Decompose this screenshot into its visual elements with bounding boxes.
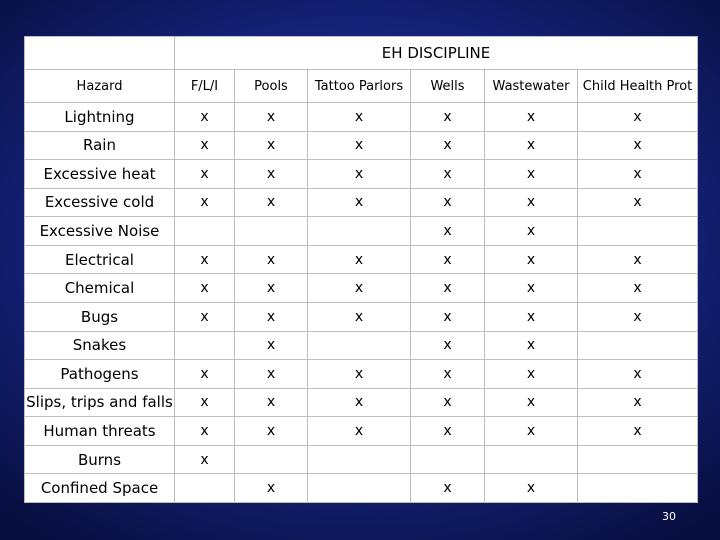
table-cell: x	[308, 160, 411, 189]
table-cell: x	[578, 245, 698, 274]
table-row	[25, 302, 698, 331]
hazard-name: Lightning	[25, 103, 175, 132]
table-cell: x	[485, 360, 578, 389]
table-cell	[235, 445, 308, 474]
table-cell: x	[485, 160, 578, 189]
table-cell: x	[485, 331, 578, 360]
table-cell	[411, 445, 485, 474]
hazard-name: Burns	[25, 445, 175, 474]
table-row	[25, 417, 698, 446]
hazard-name: Snakes	[25, 331, 175, 360]
table-cell: x	[175, 417, 235, 446]
table-cell: x	[235, 274, 308, 303]
table-cell: x	[308, 188, 411, 217]
table-cell: x	[578, 131, 698, 160]
hazard-name: Slips, trips and falls	[25, 388, 175, 417]
table-cell	[308, 445, 411, 474]
table-cell: x	[235, 331, 308, 360]
table-cell: x	[578, 274, 698, 303]
table-cell	[235, 217, 308, 246]
table-cell: x	[578, 417, 698, 446]
table-cell: x	[411, 245, 485, 274]
column-header-fli: F/L/I	[175, 70, 235, 103]
table-cell	[578, 474, 698, 503]
hazard-name: Confined Space	[25, 474, 175, 503]
table-row	[25, 217, 698, 246]
column-header-tattoo-parlors: Tattoo Parlors	[308, 70, 411, 103]
table-cell: x	[235, 160, 308, 189]
table-row	[25, 331, 698, 360]
table-cell: x	[175, 103, 235, 132]
table-cell	[308, 474, 411, 503]
table-row	[25, 131, 698, 160]
table-cell: x	[485, 417, 578, 446]
table-cell: x	[411, 103, 485, 132]
table-cell: x	[411, 188, 485, 217]
table-cell: x	[235, 188, 308, 217]
table-cell: x	[411, 331, 485, 360]
hazard-name: Excessive heat	[25, 160, 175, 189]
header-row	[25, 70, 698, 103]
eh-discipline-table	[24, 36, 698, 503]
table-cell: x	[411, 388, 485, 417]
table-cell: x	[175, 160, 235, 189]
table-cell: x	[485, 274, 578, 303]
hazard-name: Bugs	[25, 302, 175, 331]
table-cell: x	[485, 103, 578, 132]
table-row	[25, 160, 698, 189]
table-cell: x	[235, 388, 308, 417]
table-cell: x	[308, 360, 411, 389]
hazard-name: Human threats	[25, 417, 175, 446]
table-cell: x	[175, 274, 235, 303]
column-header-wells: Wells	[411, 70, 485, 103]
table-row	[25, 103, 698, 132]
table-cell: x	[235, 360, 308, 389]
table-cell: x	[235, 245, 308, 274]
column-header-pools: Pools	[235, 70, 308, 103]
hazard-name: Excessive cold	[25, 188, 175, 217]
table-row	[25, 474, 698, 503]
hazard-name: Chemical	[25, 274, 175, 303]
title-corner-cell	[25, 37, 175, 70]
table-cell: x	[578, 103, 698, 132]
table-cell: x	[175, 131, 235, 160]
table-cell: x	[308, 274, 411, 303]
table-cell: x	[175, 445, 235, 474]
table-cell: x	[411, 417, 485, 446]
table-cell: x	[485, 188, 578, 217]
table-row	[25, 388, 698, 417]
table-cell: x	[235, 103, 308, 132]
table-cell	[578, 217, 698, 246]
table-row	[25, 445, 698, 474]
table-cell: x	[175, 302, 235, 331]
column-header-hazard: Hazard	[25, 70, 175, 103]
table-cell: x	[485, 217, 578, 246]
page-number: 30	[662, 510, 676, 523]
hazard-name: Excessive Noise	[25, 217, 175, 246]
table-cell: x	[485, 474, 578, 503]
hazard-name: Pathogens	[25, 360, 175, 389]
table-cell: x	[308, 103, 411, 132]
table-cell: x	[308, 245, 411, 274]
table-cell	[175, 474, 235, 503]
table-cell: x	[578, 188, 698, 217]
table-cell: x	[308, 388, 411, 417]
table-cell: x	[308, 302, 411, 331]
table-cell	[175, 331, 235, 360]
table-cell: x	[578, 302, 698, 331]
hazard-name: Rain	[25, 131, 175, 160]
table-row	[25, 274, 698, 303]
table-cell: x	[411, 131, 485, 160]
table-cell: x	[175, 245, 235, 274]
table-cell: x	[175, 360, 235, 389]
table-cell: x	[411, 474, 485, 503]
table-cell: x	[485, 302, 578, 331]
table-cell: x	[578, 388, 698, 417]
table-cell: x	[175, 388, 235, 417]
title-row	[25, 37, 698, 70]
table-cell	[175, 217, 235, 246]
table-cell: x	[485, 131, 578, 160]
table-cell	[485, 445, 578, 474]
table-row	[25, 188, 698, 217]
table-cell: x	[235, 417, 308, 446]
table-cell	[308, 217, 411, 246]
table-cell	[578, 445, 698, 474]
table-row	[25, 245, 698, 274]
table-cell: x	[578, 160, 698, 189]
table-cell: x	[235, 302, 308, 331]
table-cell	[308, 331, 411, 360]
table-cell	[578, 331, 698, 360]
column-header-wastewater: Wastewater	[485, 70, 578, 103]
table-cell: x	[485, 388, 578, 417]
table-title: EH DISCIPLINE	[175, 37, 698, 70]
table-row	[25, 360, 698, 389]
table-cell: x	[308, 417, 411, 446]
table-cell: x	[485, 245, 578, 274]
table-cell: x	[235, 474, 308, 503]
hazard-name: Electrical	[25, 245, 175, 274]
table-cell: x	[235, 131, 308, 160]
column-header-child-health-prot: Child Health Prot	[578, 70, 698, 103]
table-cell: x	[411, 360, 485, 389]
table-cell: x	[411, 160, 485, 189]
table-cell: x	[175, 188, 235, 217]
table-cell: x	[411, 274, 485, 303]
table-cell: x	[411, 217, 485, 246]
table-cell: x	[578, 360, 698, 389]
table-cell: x	[308, 131, 411, 160]
table-cell: x	[411, 302, 485, 331]
